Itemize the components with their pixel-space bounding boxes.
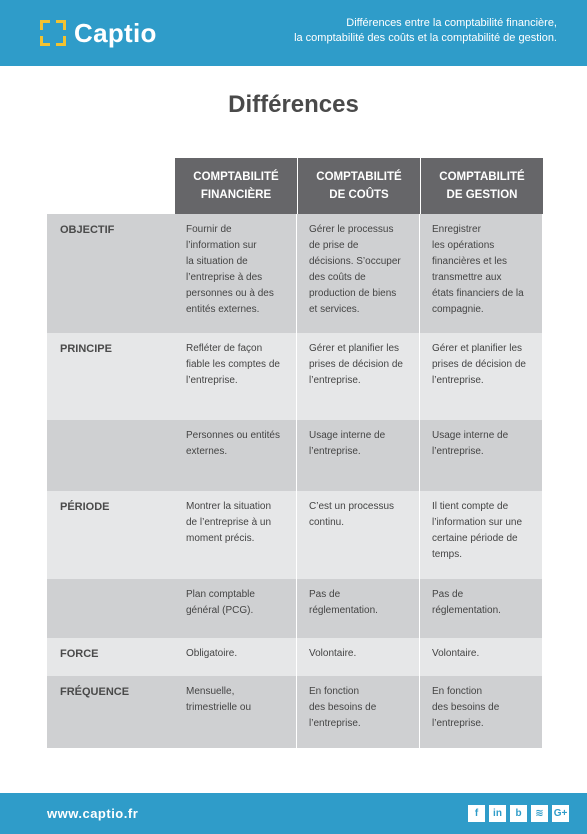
social-icons [464, 805, 569, 822]
table-cell [174, 676, 296, 748]
cell-text-line: Fournir de [186, 224, 232, 235]
table-row [47, 676, 541, 748]
website-link[interactable]: www.captio.fr [47, 806, 139, 821]
table-cell [420, 333, 542, 420]
row-label: FRÉQUENCE [47, 676, 174, 748]
cell-text-line: Personnes ou entités [186, 430, 280, 441]
row-label [47, 420, 174, 491]
table-cell [420, 420, 542, 491]
cell-text-line: l’entreprise. [309, 375, 361, 386]
cell-text-line: et services. [309, 304, 360, 315]
cell-text-line: compagnie. [432, 304, 484, 315]
table-cell [174, 638, 296, 676]
cell-text-line: des coûts de [309, 272, 366, 283]
table-cell [174, 420, 296, 491]
page-title: Différences [228, 91, 359, 118]
cell-text-line: Gérer et planifier les [432, 343, 523, 354]
table-cell [174, 214, 296, 333]
column-header-couts: COMPTABILITÉ DE COÛTS [298, 158, 420, 214]
cell-text-line: des besoins de [432, 702, 500, 713]
header-tagline [227, 16, 557, 46]
tagline-line-1: Différences entre la comptabilité financière, [346, 17, 557, 29]
row-label: OBJECTIF [47, 214, 174, 333]
header-bar [0, 0, 587, 66]
table-cell [174, 333, 296, 420]
blog-icon[interactable]: b [510, 805, 527, 822]
google-plus-icon[interactable]: G+ [552, 805, 569, 822]
table-row [47, 420, 541, 491]
cell-text-line: Plan comptable [186, 589, 255, 600]
table-cell [420, 638, 542, 676]
cell-text-line: l’entreprise. [309, 446, 361, 457]
table-row [47, 214, 541, 333]
table-cell [297, 491, 419, 579]
cell-text-line: l’entreprise. [186, 375, 238, 386]
cell-text-line: temps. [432, 549, 463, 560]
row-label [47, 579, 174, 638]
cell-text-line: l’entreprise. [432, 446, 484, 457]
row-label: FORCE [47, 638, 174, 676]
cell-text-line: Mensuelle, [186, 686, 235, 697]
table-body [47, 214, 541, 748]
cell-text-line: l’entreprise à des [186, 272, 263, 283]
cell-text-line: Gérer le processus [309, 224, 394, 235]
table-cell [174, 491, 296, 579]
tagline-line-2: la comptabilité des coûts et la comptabilité de gestion. [294, 32, 557, 44]
table-header-row [47, 158, 541, 214]
table-row [47, 333, 541, 420]
cell-text-line: C’est un processus [309, 501, 395, 512]
linkedin-icon[interactable]: in [489, 805, 506, 822]
cell-text-line: transmettre aux [432, 272, 502, 283]
cell-text-line: certaine période de [432, 533, 518, 544]
cell-text-line: Volontaire. [309, 648, 357, 659]
cell-text-line: décisions. S’occuper [309, 256, 401, 267]
cell-text-line: entités externes. [186, 304, 260, 315]
table-cell [297, 638, 419, 676]
cell-text-line: Pas de [309, 589, 341, 600]
cell-text-line: l’information sur [186, 240, 257, 251]
table-cell [174, 579, 296, 638]
cell-text-line: Enregistrer [432, 224, 481, 235]
table-cell [420, 214, 542, 333]
column-header-gestion: COMPTABILITÉ DE GESTION [421, 158, 543, 214]
cell-text-line: Usage interne de [309, 430, 386, 441]
cell-text-line: la situation de [186, 256, 248, 267]
table-cell [297, 333, 419, 420]
table-row [47, 491, 541, 579]
cell-text-line: l’entreprise. [432, 718, 484, 729]
table-cell [297, 676, 419, 748]
cell-text-line: personnes ou à des [186, 288, 274, 299]
cell-text-line: réglementation. [432, 605, 501, 616]
row-label: PRINCIPE [47, 333, 174, 420]
cell-text-line: de prise de [309, 240, 359, 251]
logo-bracket-icon [40, 20, 66, 46]
table-row [47, 638, 541, 676]
brand-name: Captio [74, 17, 157, 48]
cell-text-line: En fonction [432, 686, 483, 697]
cell-text-line: réglementation. [309, 605, 378, 616]
cell-text-line: états financiers de la [432, 288, 524, 299]
cell-text-line: externes. [186, 446, 228, 457]
cell-text-line: prises de décision de [432, 359, 526, 370]
row-label: PÉRIODE [47, 491, 174, 579]
cell-text-line: En fonction [309, 686, 360, 697]
cell-text-line: Pas de [432, 589, 464, 600]
comparison-table [47, 158, 541, 748]
table-cell [420, 676, 542, 748]
cell-text-line: Usage interne de [432, 430, 509, 441]
captio-logo[interactable] [40, 17, 157, 49]
cell-text-line: Il tient compte de [432, 501, 509, 512]
cell-text-line: fiable les comptes de [186, 359, 280, 370]
table-cell [297, 214, 419, 333]
cell-text-line: l’information sur une [432, 517, 523, 528]
table-cell [420, 491, 542, 579]
rss-icon[interactable]: ≋ [531, 805, 548, 822]
cell-text-line: Obligatoire. [186, 648, 238, 659]
cell-text-line: continu. [309, 517, 345, 528]
cell-text-line: Gérer et planifier les [309, 343, 400, 354]
table-cell [420, 579, 542, 638]
cell-text-line: Montrer la situation [186, 501, 272, 512]
cell-text-line: les opérations [432, 240, 495, 251]
footer-bar [0, 793, 587, 834]
cell-text-line: général (PCG). [186, 605, 254, 616]
cell-text-line: l’entreprise. [432, 375, 484, 386]
table-cell [297, 420, 419, 491]
cell-text-line: de l’entreprise à un [186, 517, 272, 528]
cell-text-line: prises de décision de [309, 359, 403, 370]
cell-text-line: trimestrielle ou [186, 702, 252, 713]
cell-text-line: moment précis. [186, 533, 255, 544]
cell-text-line: Volontaire. [432, 648, 480, 659]
facebook-icon[interactable]: f [468, 805, 485, 822]
column-header-financiere: COMPTABILITÉ FINANCIÈRE [175, 158, 297, 214]
cell-text-line: l’entreprise. [309, 718, 361, 729]
cell-text-line: des besoins de [309, 702, 377, 713]
table-row [47, 579, 541, 638]
cell-text-line: Refléter de façon [186, 343, 263, 354]
table-header-blank [47, 158, 174, 214]
cell-text-line: financières et les [432, 256, 508, 267]
cell-text-line: production de biens [309, 288, 397, 299]
table-cell [297, 579, 419, 638]
